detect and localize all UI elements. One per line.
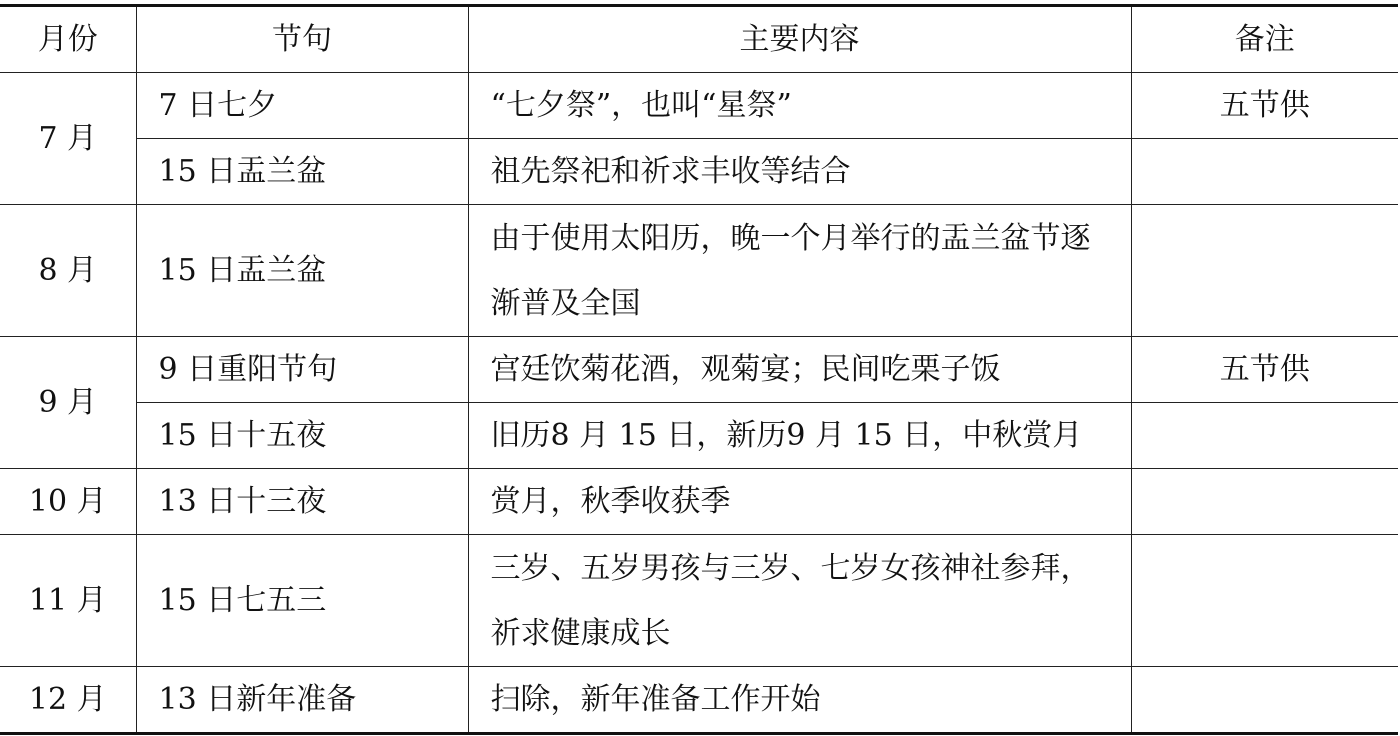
header-festival: 节句 — [136, 6, 468, 73]
festival-table-container — [0, 4, 1400, 735]
festival-cell: 13 日新年准备 — [136, 667, 468, 734]
month-cell: 8 月 — [0, 205, 136, 337]
table-row — [0, 469, 1398, 535]
table-row — [0, 403, 1398, 469]
month-cell: 9 月 — [0, 337, 136, 469]
note-cell: 五节供 — [1131, 337, 1398, 403]
festival-cell: 15 日十五夜 — [136, 403, 468, 469]
content-cell: 三岁、五岁男孩与三岁、七岁女孩神社参拜，祈求健康成长 — [468, 535, 1131, 667]
festival-table — [0, 4, 1398, 735]
note-cell — [1131, 403, 1398, 469]
festival-cell: 15 日七五三 — [136, 535, 468, 667]
table-row — [0, 205, 1398, 337]
note-cell — [1131, 469, 1398, 535]
note-cell — [1131, 667, 1398, 734]
table-row — [0, 535, 1398, 667]
content-cell: “七夕祭”，也叫“星祭” — [468, 73, 1131, 139]
content-cell: 宫廷饮菊花酒，观菊宴；民间吃栗子饭 — [468, 337, 1131, 403]
note-cell — [1131, 205, 1398, 337]
month-cell: 11 月 — [0, 535, 136, 667]
content-cell: 赏月，秋季收获季 — [468, 469, 1131, 535]
festival-cell: 9 日重阳节句 — [136, 337, 468, 403]
table-row — [0, 73, 1398, 139]
table-row — [0, 337, 1398, 403]
content-cell: 祖先祭祀和祈求丰收等结合 — [468, 139, 1131, 205]
header-row — [0, 6, 1398, 73]
note-cell — [1131, 139, 1398, 205]
table-row — [0, 139, 1398, 205]
content-cell: 旧历8 月 15 日，新历9 月 15 日，中秋赏月 — [468, 403, 1131, 469]
table-row — [0, 667, 1398, 734]
festival-cell: 7 日七夕 — [136, 73, 468, 139]
month-cell: 7 月 — [0, 73, 136, 205]
header-content: 主要内容 — [468, 6, 1131, 73]
month-cell: 12 月 — [0, 667, 136, 734]
festival-cell: 13 日十三夜 — [136, 469, 468, 535]
note-cell — [1131, 535, 1398, 667]
festival-cell: 15 日盂兰盆 — [136, 139, 468, 205]
content-cell: 由于使用太阳历，晚一个月举行的盂兰盆节逐渐普及全国 — [468, 205, 1131, 337]
header-note: 备注 — [1131, 6, 1398, 73]
month-cell: 10 月 — [0, 469, 136, 535]
header-month: 月份 — [0, 6, 136, 73]
note-cell: 五节供 — [1131, 73, 1398, 139]
festival-cell: 15 日盂兰盆 — [136, 205, 468, 337]
content-cell: 扫除，新年准备工作开始 — [468, 667, 1131, 734]
